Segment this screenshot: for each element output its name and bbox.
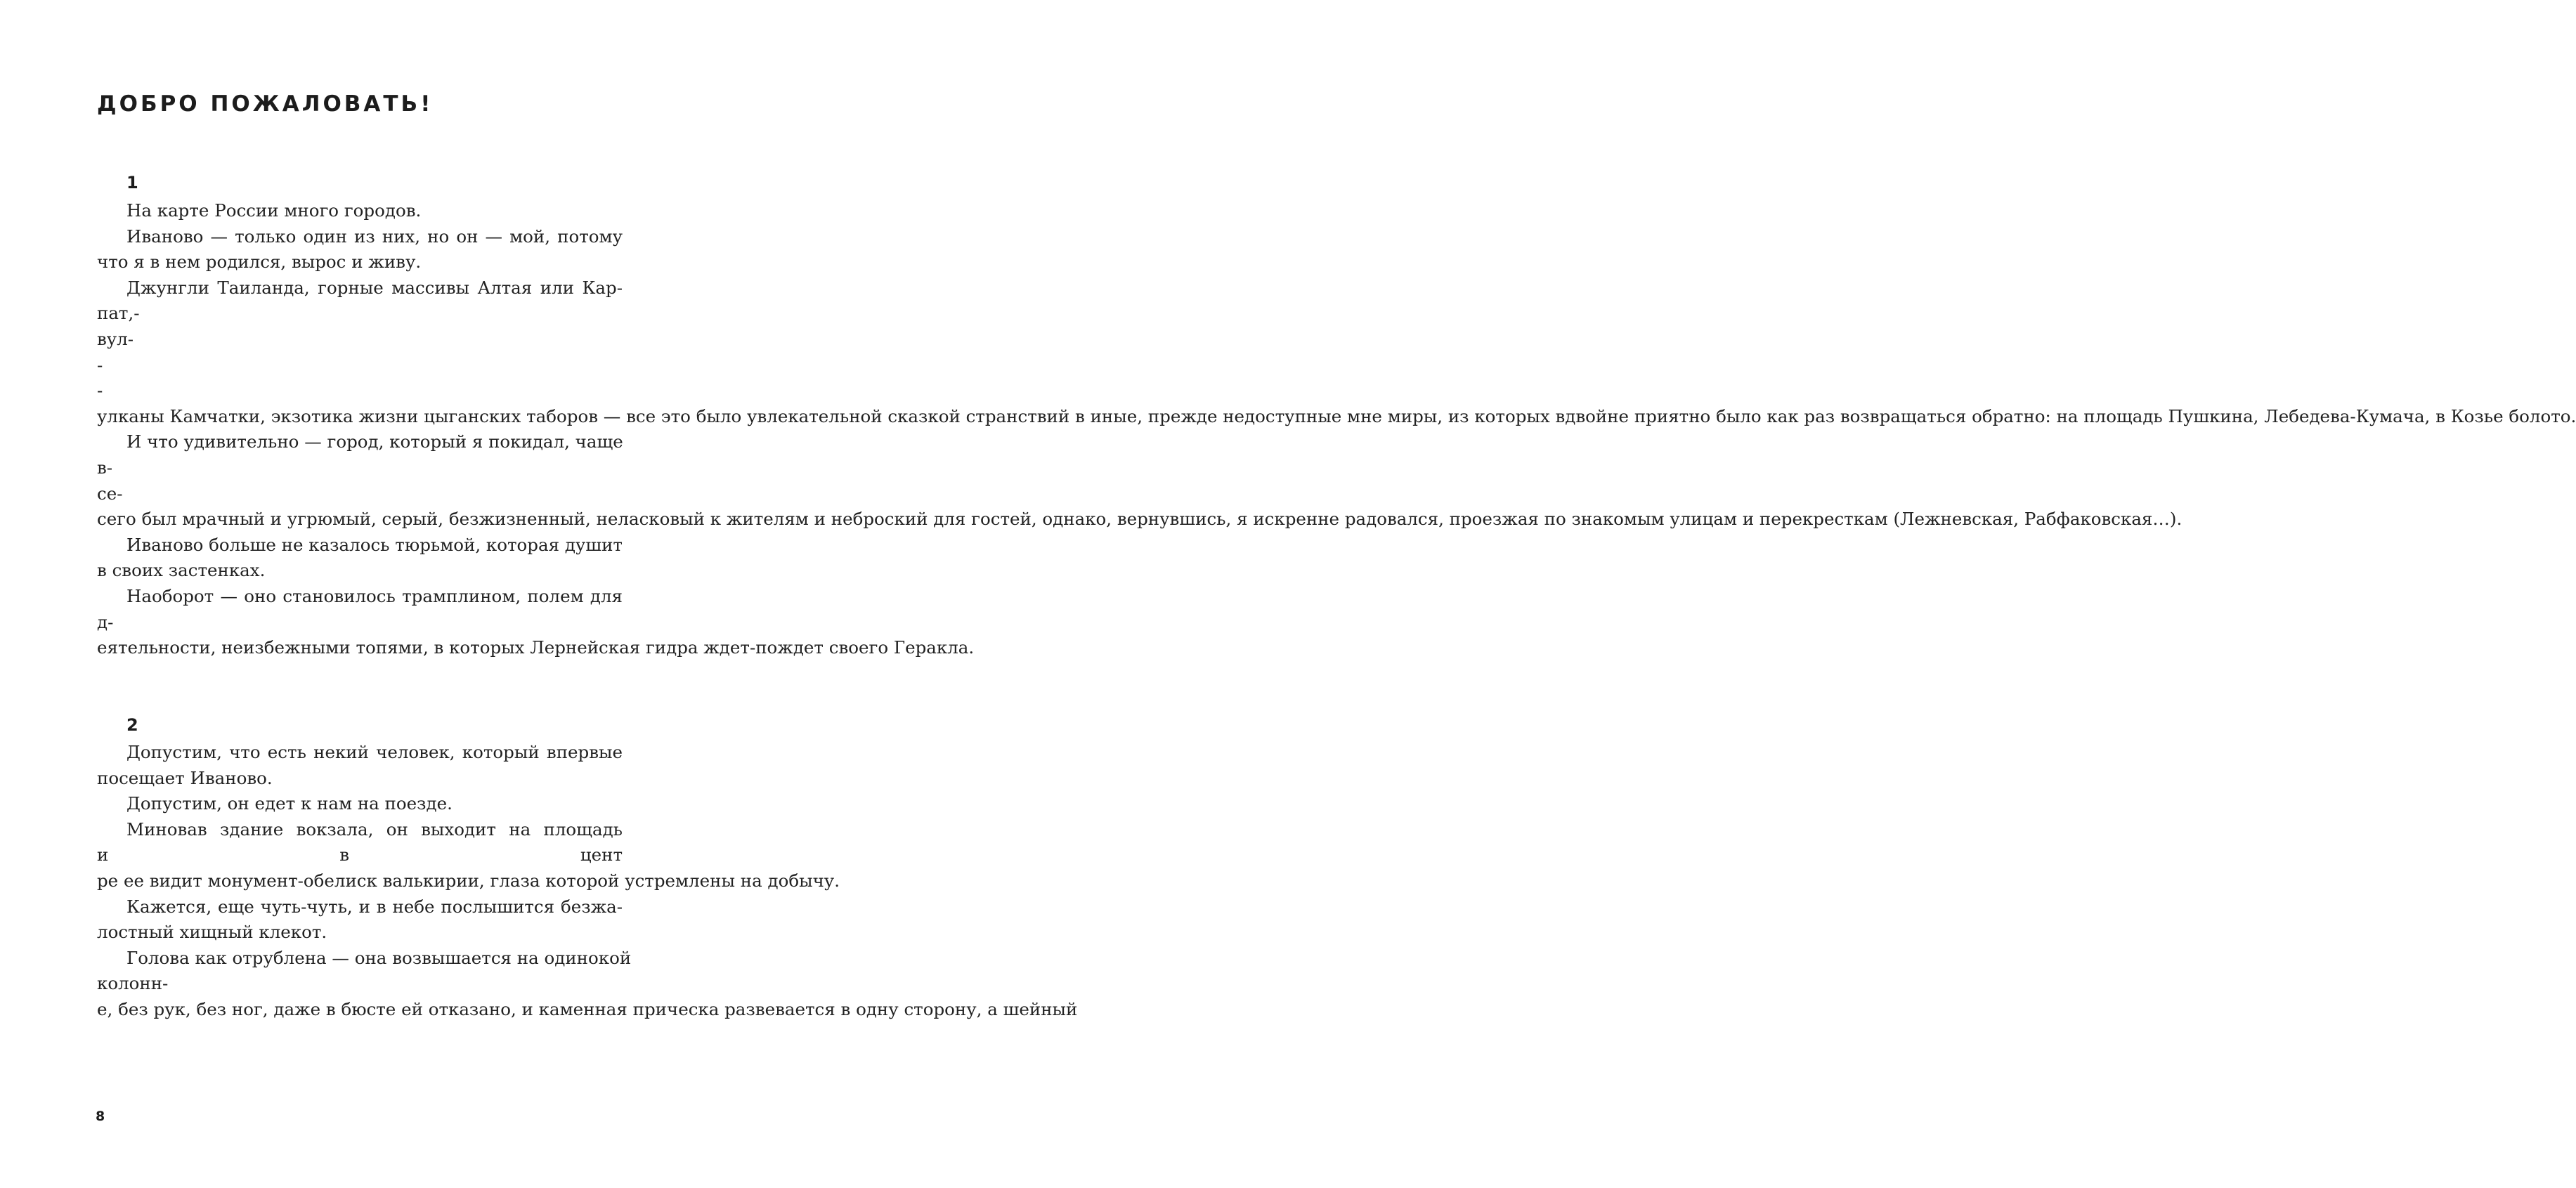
text-line: Миновав здание вокзала, он выходит на площадь <box>126 818 623 840</box>
text-line: Джунгли Таиланда, горные массивы Алтая или Кар- <box>126 277 623 298</box>
text-line: вул- <box>97 328 134 349</box>
text-line: ре ее видит монумент-обелиск валькирии, глаза которой устремлены на добычу. <box>97 870 840 891</box>
section-body <box>97 740 1078 1023</box>
text-line: и в цент <box>97 844 623 866</box>
text-line: - <box>97 354 103 375</box>
text-line: Наоборот — оно становилось трамплином, полем для <box>126 585 623 606</box>
paragraph <box>97 817 840 894</box>
paragraph <box>97 224 623 275</box>
text-line: Иваново — только один из них, но он — мой, потому <box>126 226 623 247</box>
section-number: 1 <box>126 173 138 192</box>
text-line: се- <box>97 483 123 504</box>
text-line: еятельности, неизбежными топями, в которых Лернейская гидра ждет-пождет своего Геракла. <box>97 637 975 658</box>
text-line: И что удивительно — город, который я покидал, чаще <box>126 431 623 452</box>
text-line: - <box>97 380 103 401</box>
page-number: 8 <box>96 1109 105 1124</box>
section-number: 2 <box>126 715 138 735</box>
paragraph <box>97 429 2183 532</box>
text-line: в своих застенках. <box>97 560 266 581</box>
text-line: колонн- <box>97 973 169 994</box>
text-line: лостный хищный клекот. <box>97 922 327 943</box>
text-line: что я в нем родился, вырос и живу. <box>97 252 422 273</box>
text-line: Голова как отрублена — она возвышается на одинокой <box>126 947 632 968</box>
text-line: сего был мрачный и угрюмый, серый, безжизненный, неласковый к жителям и неброский для гостей, однако, вернувшись, я искренне радовался, проезжая по знакомым улицам и перекресткам (Лежневская, Рабфаковская…). <box>97 509 2183 530</box>
paragraph <box>97 740 623 791</box>
text-line: улканы Камчатки, экзотика жизни цыганских таборов — все это было увлекательной сказкой странствий в иные, прежде недоступные мне миры, из которых вдвойне приятно было как раз возвращаться обратно: на площадь Пушкина, Лебедева-Кумача, в Козье болото. <box>97 405 2576 426</box>
text-line: Иваново больше не казалось тюрьмой, которая душит <box>126 534 623 555</box>
chapter-title: ДОБРО ПОЖАЛОВАТЬ! <box>97 91 434 117</box>
text-line: е, без рук, без ног, даже в бюсте ей отказано, и каменная прическа развевается в одну сторону, а шейный <box>97 998 1078 1019</box>
text-line: в- <box>97 457 113 478</box>
paragraph <box>97 275 2576 430</box>
paragraph <box>97 894 623 946</box>
text-line: Допустим, что есть некий человек, который впервые <box>126 742 623 762</box>
text-line: Кажется, еще чуть-чуть, и в небе послышится безжа- <box>126 896 623 917</box>
section-body <box>97 198 2576 661</box>
paragraph: Допустим, он едет к нам на поезде. <box>126 793 453 814</box>
paragraph <box>97 946 1078 1023</box>
paragraph: На карте России много городов. <box>126 200 422 221</box>
text-line: д- <box>97 611 114 632</box>
text-line: пат,- <box>97 303 140 324</box>
text-line: посещает Иваново. <box>97 767 273 788</box>
paragraph <box>97 533 623 584</box>
paragraph <box>97 584 975 661</box>
